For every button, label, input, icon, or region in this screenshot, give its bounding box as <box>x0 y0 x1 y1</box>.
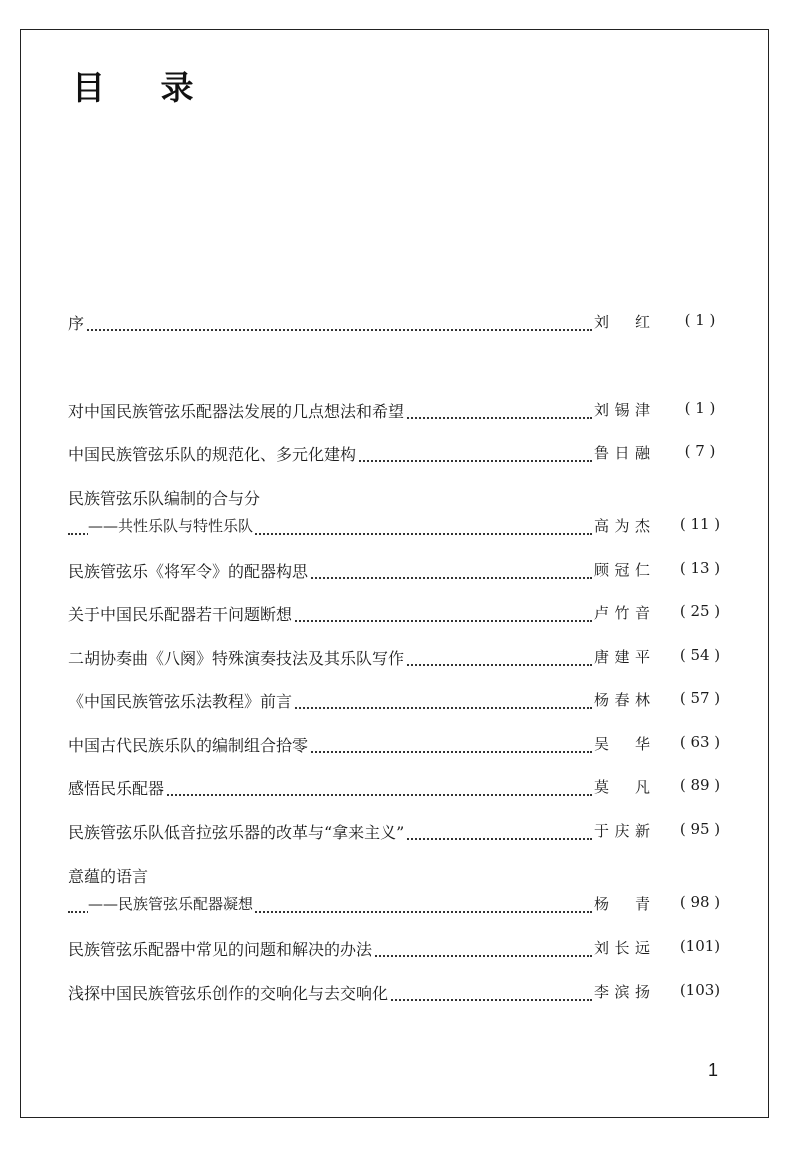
entry-page: ( 57 ) <box>679 689 721 707</box>
entry-subtitle: ——民族管弦乐配器凝想 <box>88 895 254 913</box>
entry-title: 《中国民族管弦乐法教程》前言 <box>68 689 294 712</box>
entry-author: 杨 青 <box>594 895 650 913</box>
toc-entry[interactable] <box>68 818 728 844</box>
entry-page: ( 25 ) <box>679 602 721 620</box>
toc-entry[interactable] <box>68 891 728 917</box>
page-number: 1 <box>708 1060 719 1080</box>
entry-author: 刘锡津 <box>594 401 650 419</box>
entry-title: 对中国民族管弦乐配器法发展的几点想法和希望 <box>68 399 406 422</box>
toc-entry[interactable] <box>68 774 728 800</box>
entry-author: 李滨扬 <box>594 983 650 1001</box>
entry-page: ( 7 ) <box>684 442 716 460</box>
entry-title: 民族管弦乐《将军令》的配器构思 <box>68 559 310 582</box>
entry-page: ( 54 ) <box>679 646 721 664</box>
entry-author: 莫 凡 <box>594 778 650 796</box>
entry-title[interactable]: 民族管弦乐队编制的合与分 <box>68 489 261 508</box>
entry-author: 刘长远 <box>594 939 650 957</box>
entry-title: 民族管弦乐配器中常见的问题和解决的办法 <box>68 937 374 960</box>
toc-entry[interactable] <box>68 513 728 539</box>
entry-author: 于庆新 <box>594 822 650 840</box>
entry-author: 顾冠仁 <box>594 561 650 579</box>
entry-title: 中国古代民族乐队的编制组合拾零 <box>68 733 310 756</box>
entry-author: 唐建平 <box>594 648 650 666</box>
entry-title: 浅探中国民族管弦乐创作的交响化与去交响化 <box>68 981 390 1004</box>
toc-entry[interactable] <box>68 309 728 335</box>
entry-page: ( 95 ) <box>679 820 721 838</box>
toc-entry[interactable] <box>68 600 728 626</box>
toc-title: 目 录 <box>72 68 216 107</box>
entry-page: ( 1 ) <box>684 311 716 329</box>
entry-author: 高为杰 <box>594 517 650 535</box>
entry-title: 序 <box>68 311 86 334</box>
entry-page: ( 1 ) <box>684 399 716 417</box>
entry-title: 二胡协奏曲《八阕》特殊演奏技法及其乐队写作 <box>68 646 406 669</box>
toc-entry[interactable] <box>68 731 728 757</box>
entry-page: ( 11 ) <box>679 515 721 533</box>
toc-entry[interactable] <box>68 644 728 670</box>
entry-page: ( 63 ) <box>679 733 721 751</box>
entry-author: 鲁日融 <box>594 444 650 462</box>
entry-author: 刘 红 <box>594 313 650 331</box>
toc-entry[interactable] <box>68 935 728 961</box>
toc-entry[interactable] <box>68 557 728 583</box>
leader-dots <box>68 317 592 331</box>
toc-entry[interactable] <box>68 979 728 1005</box>
toc-entry[interactable] <box>68 397 728 423</box>
entry-page: ( 13 ) <box>679 559 721 577</box>
toc-entry[interactable] <box>68 687 728 713</box>
entry-page: (103) <box>679 981 721 999</box>
entry-subtitle: ——共性乐队与特性乐队 <box>88 517 254 535</box>
entry-author: 杨春林 <box>594 691 650 709</box>
entry-title: 关于中国民乐配器若干问题断想 <box>68 602 294 625</box>
entry-title: 民族管弦乐队低音拉弦乐器的改革与“拿来主义” <box>68 820 406 843</box>
entry-page: ( 89 ) <box>679 776 721 794</box>
entry-page: (101) <box>679 937 721 955</box>
entry-author: 卢竹音 <box>594 604 650 622</box>
entry-title[interactable]: 意蕴的语言 <box>68 867 149 886</box>
entry-title: 中国民族管弦乐队的规范化、多元化建构 <box>68 442 358 465</box>
toc-entry[interactable] <box>68 440 728 466</box>
entry-author: 吴 华 <box>594 735 650 753</box>
entry-title: 感悟民乐配器 <box>68 776 166 799</box>
entry-page: ( 98 ) <box>679 893 721 911</box>
